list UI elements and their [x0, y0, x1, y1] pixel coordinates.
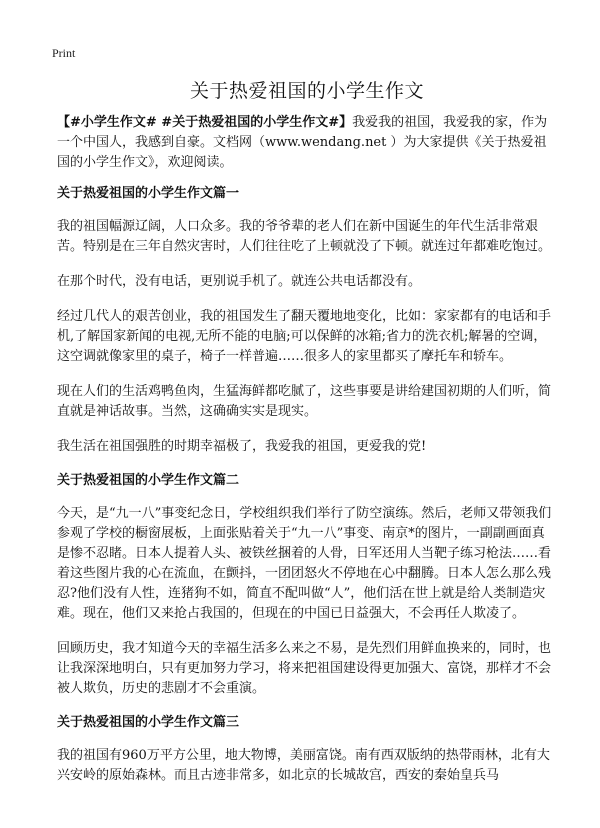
paragraph: 经过几代人的艰苦创业，我的祖国发生了翻天覆地地变化，比如：家家都有的电话和手机,了解国家新闻的电视,无所不能的电脑;可以保鲜的冰箱;省力的洗衣机;解暑的空调，这空调就像家里的桌子，椅子一样普遍……很多人的家里都买了摩托车和轿车。	[57, 309, 552, 364]
page-title: 关于热爱祖国的小学生作文	[189, 80, 424, 102]
paragraph: 在那个时代，没有电话，更别说手机了。就连公共电话都没有。	[57, 274, 422, 289]
section-heading: 关于热爱祖国的小学生作文篇三	[57, 715, 240, 730]
section-heading: 关于热爱祖国的小学生作文篇二	[57, 473, 240, 488]
document-body	[57, 76, 557, 801]
intro-tags: 【#小学生作文# #关于热爱祖国的小学生作文#】	[57, 115, 353, 130]
paragraph: 今天，是“九一八”事变纪念日，学校组织我们举行了防空演练。然后，老师又带领我们参观了学校的橱窗展板，上面张贴着关于“九一八”事变、南京*的图片，一副副画面真是惨不忍睹。日本人提着人头、被铁丝捆着的人骨，日军还用人当靶子练习枪法……看着这些图片我的心在流血，在颤抖，一团团怒火不停地在心中翻腾。日本人怎么那么残忍?他们没有人性，连猪狗不如，简直不配叫做“人”，他们活在世上就是给人类制造灾难。现在，他们又来抢占我国的，但现在的中国已日益强大，不会再任人欺凌了。	[57, 506, 552, 621]
paragraph: 我的祖国幅源辽阔，人口众多。我的爷爷辈的老人们在新中国诞生的年代生活非常艰苦。特别是在三年自然灾害时，人们往往吃了上顿就没了下顿。就连过年都难吃饱过。	[57, 219, 552, 254]
paragraph: 现在人们的生活鸡鸭鱼肉，生猛海鲜都吃腻了，这些事要是讲给建国初期的人们听，简直就是神话故事。当然，这确确实实是现实。	[57, 384, 552, 419]
print-label: Print	[52, 46, 76, 60]
paragraph: 我生活在祖国强胜的时期幸福极了，我爱我的祖国，更爱我的党!	[57, 439, 427, 454]
paragraph: 我的祖国有960万平方公里，地大物博，美丽富饶。南有西双版纳的热带雨林，北有大兴安岭的原始森林。而且古迹非常多，如北京的长城故宫，西安的秦始皇兵马	[57, 748, 550, 783]
intro-paragraph	[57, 113, 557, 173]
intro-text: 我爱我的祖国，我爱我的家，作为一个中国人，我感到自豪。文档网（www.wendang.net ）为大家提供《关于热爱祖国的小学生作文》，欢迎阅读。	[57, 115, 548, 170]
paragraph: 回顾历史，我才知道今天的幸福生活多么来之不易，是先烈们用鲜血换来的，同时，也让我深深地明白，只有更加努力学习，将来把祖国建设得更加强大、富饶，那样才不会被人欺负，历史的悲剧才不会重演。	[57, 641, 552, 696]
section-heading: 关于热爱祖国的小学生作文篇一	[57, 186, 240, 201]
